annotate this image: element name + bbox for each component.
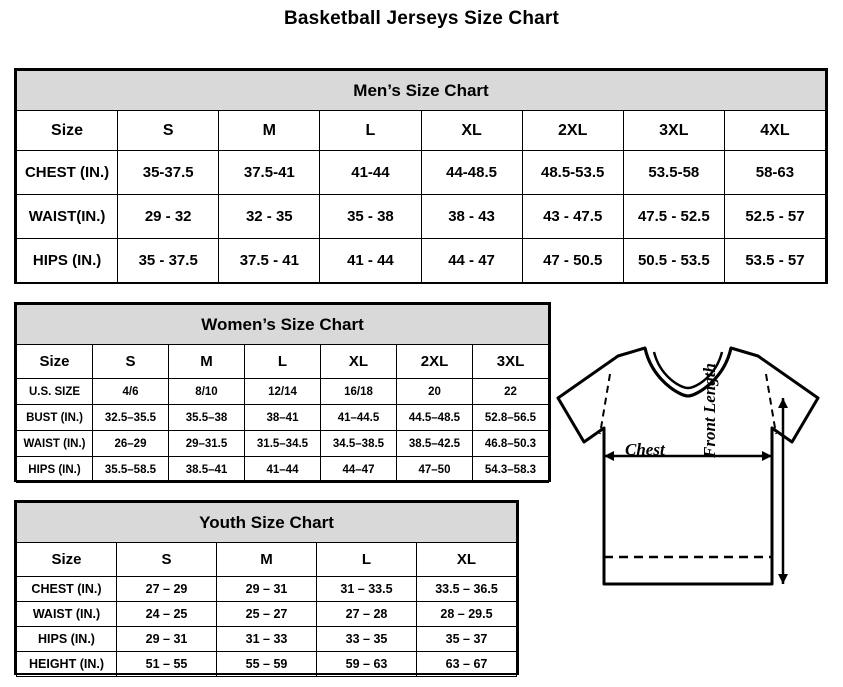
table-cell: 47 - 50.5 [522,239,623,283]
column-header: S [117,543,217,577]
youth-table-body [17,503,517,677]
row-header: BUST (IN.) [17,405,93,431]
youth-size-chart [14,500,519,675]
table-cell: 44 - 47 [421,239,522,283]
table-cell: 20 [397,379,473,405]
page-title: Basketball Jerseys Size Chart [283,8,560,29]
table-cell: 52.8–56.5 [473,405,549,431]
row-header: HIPS (IN.) [17,457,93,483]
row-header: WAIST(IN.) [17,195,118,239]
table-cell: 38–41 [245,405,321,431]
table-cell: 33 – 35 [317,627,417,652]
column-header: S [93,345,169,379]
table-cell: 38.5–42.5 [397,431,473,457]
table-cell: 24 – 25 [117,602,217,627]
table-cell: 44–47 [321,457,397,483]
table-cell: 46.8–50.3 [473,431,549,457]
column-header: Size [17,543,117,577]
table-row [17,151,826,195]
row-header: CHEST (IN.) [17,577,117,602]
womens-size-table [16,304,549,483]
row-header: CHEST (IN.) [17,151,118,195]
column-header: XL [321,345,397,379]
table-cell: 26–29 [93,431,169,457]
column-header: XL [421,111,522,151]
column-header: M [169,345,245,379]
column-header: L [317,543,417,577]
table-cell: 38.5–41 [169,457,245,483]
column-header: XL [417,543,517,577]
table-cell: 29 - 32 [118,195,219,239]
table-cell: 47.5 - 52.5 [623,195,724,239]
front-length-measure-label: Front Length [700,363,719,458]
table-cell: 44.5–48.5 [397,405,473,431]
table-cell: 35 - 37.5 [118,239,219,283]
column-header: Size [17,111,118,151]
table-caption-row [17,71,826,111]
row-header: WAIST (IN.) [17,431,93,457]
table-cell: 38 - 43 [421,195,522,239]
table-row [17,627,517,652]
table-cell: 35.5–58.5 [93,457,169,483]
mens-table-body [17,71,826,283]
table-cell: 35 – 37 [417,627,517,652]
table-row [17,652,517,677]
table-cell: 41-44 [320,151,421,195]
womens-table-body [17,305,549,483]
table-cell: 34.5–38.5 [321,431,397,457]
table-cell: 28 – 29.5 [417,602,517,627]
table-caption: Men’s Size Chart [17,71,826,111]
table-cell: 58-63 [724,151,825,195]
table-cell: 35-37.5 [118,151,219,195]
table-row [17,457,549,483]
column-header: M [219,111,320,151]
table-caption: Women’s Size Chart [17,305,549,345]
mens-size-table [16,70,826,283]
table-cell: 51 – 55 [117,652,217,677]
column-header: 3XL [623,111,724,151]
table-row [17,379,549,405]
table-cell: 27 – 29 [117,577,217,602]
row-header: HEIGHT (IN.) [17,652,117,677]
column-header: M [217,543,317,577]
table-cell: 41–44.5 [321,405,397,431]
row-header: WAIST (IN.) [17,602,117,627]
row-header: HIPS (IN.) [17,627,117,652]
table-cell: 44-48.5 [421,151,522,195]
column-header: L [320,111,421,151]
table-cell: 16/18 [321,379,397,405]
youth-size-table [16,502,517,677]
table-cell: 22 [473,379,549,405]
table-header-row [17,345,549,379]
table-cell: 63 – 67 [417,652,517,677]
table-cell: 25 – 27 [217,602,317,627]
table-cell: 53.5-58 [623,151,724,195]
table-cell: 41–44 [245,457,321,483]
column-header: S [118,111,219,151]
table-cell: 29 – 31 [117,627,217,652]
table-cell: 43 - 47.5 [522,195,623,239]
table-cell: 32 - 35 [219,195,320,239]
table-cell: 54.3–58.3 [473,457,549,483]
table-cell: 12/14 [245,379,321,405]
table-cell: 31.5–34.5 [245,431,321,457]
row-header: HIPS (IN.) [17,239,118,283]
table-cell: 35 - 38 [320,195,421,239]
table-caption-row [17,503,517,543]
table-cell: 41 - 44 [320,239,421,283]
row-header: U.S. SIZE [17,379,93,405]
mens-size-chart [14,68,828,284]
table-cell: 35.5–38 [169,405,245,431]
table-cell: 52.5 - 57 [724,195,825,239]
chest-measure-label: Chest [625,440,665,459]
table-cell: 4/6 [93,379,169,405]
table-row [17,239,826,283]
table-row [17,431,549,457]
jersey-outline-icon [540,338,835,668]
column-header: 4XL [724,111,825,151]
table-cell: 55 – 59 [217,652,317,677]
column-header: 2XL [522,111,623,151]
table-caption: Youth Size Chart [17,503,517,543]
table-cell: 48.5-53.5 [522,151,623,195]
table-cell: 47–50 [397,457,473,483]
table-cell: 50.5 - 53.5 [623,239,724,283]
table-row [17,577,517,602]
jersey-diagram [540,338,835,668]
column-header: Size [17,345,93,379]
table-header-row [17,543,517,577]
table-cell: 8/10 [169,379,245,405]
table-row [17,405,549,431]
table-cell: 37.5-41 [219,151,320,195]
table-row [17,195,826,239]
table-caption-row [17,305,549,345]
column-header: 2XL [397,345,473,379]
column-header: L [245,345,321,379]
table-header-row [17,111,826,151]
table-cell: 27 – 28 [317,602,417,627]
table-cell: 59 – 63 [317,652,417,677]
table-cell: 29 – 31 [217,577,317,602]
table-cell: 31 – 33.5 [317,577,417,602]
table-cell: 53.5 - 57 [724,239,825,283]
womens-size-chart [14,302,551,482]
table-cell: 33.5 – 36.5 [417,577,517,602]
table-cell: 31 – 33 [217,627,317,652]
column-header: 3XL [473,345,549,379]
table-cell: 32.5–35.5 [93,405,169,431]
table-cell: 29–31.5 [169,431,245,457]
table-cell: 37.5 - 41 [219,239,320,283]
table-row [17,602,517,627]
